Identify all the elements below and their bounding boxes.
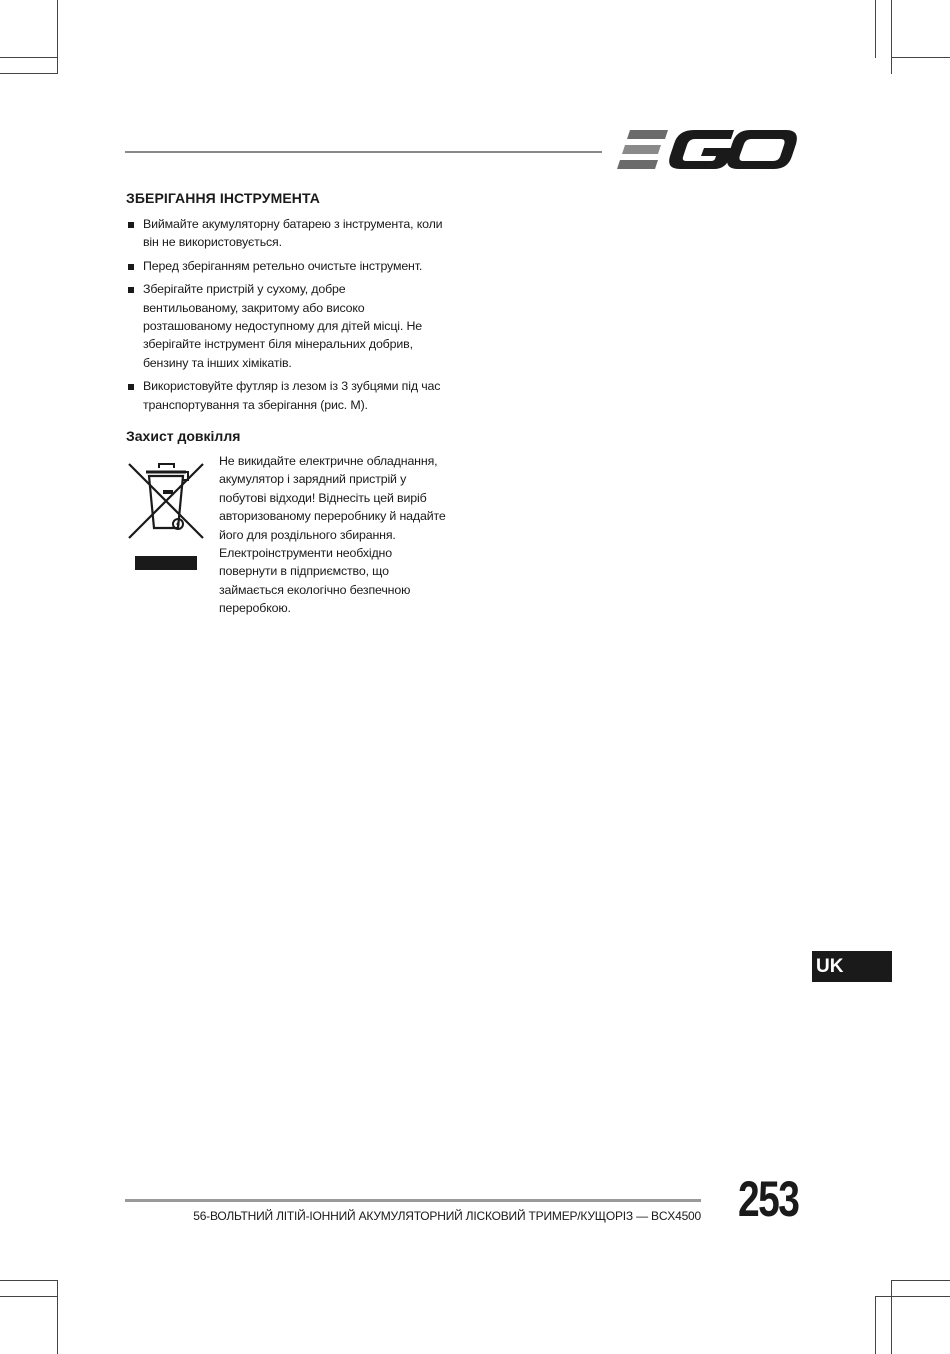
- crop-mark: [0, 1280, 58, 1281]
- crop-mark: [875, 1296, 950, 1297]
- list-item-text: Зберігайте пристрій у сухому, добре: [143, 282, 346, 297]
- list-item-text: вентильованому, закритому або високо: [143, 300, 365, 315]
- storage-list: [126, 215, 466, 419]
- section-title-storage: ЗБЕРІГАННЯ ІНСТРУМЕНТА: [126, 190, 321, 206]
- crop-mark: [875, 0, 876, 58]
- list-item-text: транспортування та зберігання (рис. М).: [143, 397, 368, 412]
- paragraph-line: повернути в підприємство, що: [219, 564, 389, 579]
- list-item-text: бензину та інших хімікатів.: [143, 355, 292, 370]
- paragraph-line: акумулятор і зарядний пристрій у: [219, 472, 407, 487]
- paragraph-line: Не викидайте електричне обладнання,: [219, 454, 438, 468]
- list-item: [126, 280, 466, 372]
- paragraph-line: Електроінструменти необхідно: [219, 546, 392, 561]
- crop-mark: [57, 0, 58, 74]
- bullet-icon: [128, 222, 134, 228]
- crop-mark: [0, 1296, 58, 1297]
- list-item-text: Перед зберіганням ретельно очистьте інструмент.: [143, 258, 423, 273]
- footer-rule: [125, 1199, 701, 1202]
- crop-mark: [0, 57, 58, 58]
- crop-mark: [891, 1280, 892, 1354]
- bullet-icon: [128, 264, 134, 270]
- list-item-text: він не використовується.: [143, 235, 282, 250]
- paragraph-line: його для роздільного збирання.: [219, 527, 396, 542]
- environment-text: [219, 452, 464, 618]
- language-tab: UK: [812, 951, 892, 982]
- paragraph-line: переробкою.: [219, 601, 291, 616]
- list-item-text: зберігайте інструмент біля мінеральних добрив,: [143, 337, 413, 352]
- bullet-icon: [128, 287, 134, 293]
- crossed-out-wheelie-bin-icon: [126, 458, 206, 572]
- list-item-text: Використовуйте футляр із лезом із 3 зубцями під час: [143, 379, 441, 394]
- crop-mark: [875, 1296, 876, 1354]
- crop-mark: [891, 57, 950, 58]
- crop-mark: [57, 1280, 58, 1354]
- paragraph-line: авторизованому переробнику й надайте: [219, 509, 446, 524]
- list-item: [126, 215, 466, 252]
- bullet-icon: [128, 384, 134, 390]
- list-item-text: розташованому недоступному для дітей місці. Не: [143, 319, 422, 334]
- list-item-text: Виймайте акумуляторну батарею з інструмента, коли: [143, 217, 443, 231]
- page-number: 253: [738, 1171, 799, 1227]
- section-title-environment: Захист довкілля: [126, 428, 241, 444]
- paragraph-line: побутові відходи! Віднесіть цей виріб: [219, 490, 427, 505]
- crop-mark: [891, 1280, 950, 1281]
- paragraph-line: займається екологічно безпечною: [219, 582, 411, 597]
- crop-mark: [891, 0, 892, 74]
- footer-title: 56-ВОЛЬТНИЙ ЛІТІЙ-ІОННИЙ АКУМУЛЯТОРНИЙ ЛІСКОВИЙ ТРИМЕР/КУЩОРІЗ — BCX4500: [193, 1209, 701, 1223]
- ego-logo: [616, 128, 800, 172]
- list-item: [126, 257, 466, 275]
- header-rule: [125, 151, 602, 153]
- crop-mark: [0, 73, 58, 74]
- list-item: [126, 377, 466, 414]
